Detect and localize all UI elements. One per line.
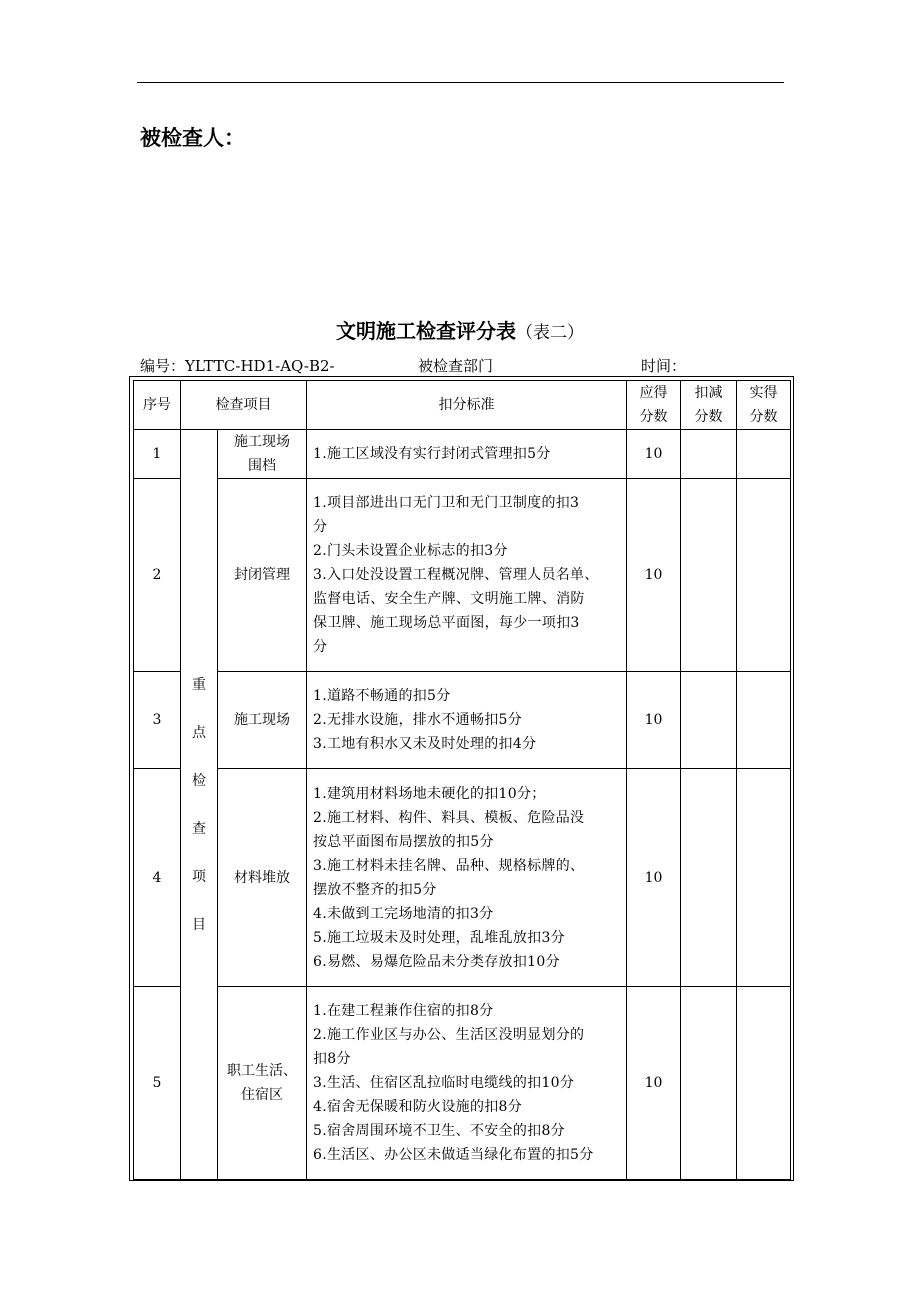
row-actual-cell[interactable]	[737, 479, 791, 672]
row-deduct-cell[interactable]	[681, 672, 737, 769]
row-max-score: 10	[627, 769, 681, 987]
row-seq: 3	[134, 672, 181, 769]
row-actual-cell[interactable]	[737, 430, 791, 479]
row-standard: 1.在建工程兼作住宿的扣8分 2.施工作业区与办公、生活区没明显划分的 扣8分 3.生活、住宿区乱拉临时电缆线的扣10分 4.宿舍无保暖和防火设施的扣8分 5.宿舍周围环境不卫生、不安全的扣8分 6.生活区、办公区未做适当绿化布置的扣5分	[307, 987, 627, 1180]
row-deduct-cell[interactable]	[681, 479, 737, 672]
row-item: 职工生活、 住宿区	[218, 987, 307, 1180]
header-standard: 扣分标准	[307, 381, 627, 430]
row-deduct-cell[interactable]	[681, 769, 737, 987]
table-header-row	[134, 381, 791, 430]
row-standard: 1.道路不畅通的扣5分 2.无排水设施，排水不通畅扣5分 3.工地有积水又未及时处理的扣4分	[307, 672, 627, 769]
row-item: 材料堆放	[218, 769, 307, 987]
row-seq: 5	[134, 987, 181, 1180]
row-item: 施工现场	[218, 672, 307, 769]
score-table	[133, 380, 791, 1180]
header-item: 检查项目	[181, 381, 307, 430]
row-max-score: 10	[627, 430, 681, 479]
table-row	[134, 430, 791, 479]
row-seq: 1	[134, 430, 181, 479]
time-label: 时间：	[641, 357, 687, 375]
row-standard: 1.建筑用材料场地未硬化的扣10分； 2.施工材料、构件、料具、模板、危险品没 按总平面图布局摆放的扣5分 3.施工材料未挂名牌、品种、规格标牌的、 摆放不整齐的扣5分 4.未做到工完场地清的扣3分 5.施工垃圾未及时处理，乱堆乱放扣3分 6.易燃、易爆危险品未分类存放扣10分	[307, 769, 627, 987]
row-actual-cell[interactable]	[737, 987, 791, 1180]
row-seq: 2	[134, 479, 181, 672]
form-title-sub: （表二）	[516, 323, 584, 343]
table-row	[134, 672, 791, 769]
category-cell: 重 点 检 查 项 目	[181, 430, 218, 1180]
row-actual-cell[interactable]	[737, 769, 791, 987]
header-max-score: 应得 分数	[627, 381, 681, 430]
row-deduct-cell[interactable]	[681, 430, 737, 479]
row-max-score: 10	[627, 672, 681, 769]
form-title	[0, 315, 920, 344]
row-item: 施工现场 围档	[218, 430, 307, 479]
row-max-score: 10	[627, 987, 681, 1180]
row-max-score: 10	[627, 479, 681, 672]
form-code: 编号：YLTTC-HD1-AQ-B2-	[140, 357, 335, 375]
table-row	[134, 769, 791, 987]
row-item: 封闭管理	[218, 479, 307, 672]
header-actual: 实得 分数	[737, 381, 791, 430]
row-deduct-cell[interactable]	[681, 987, 737, 1180]
top-rule	[137, 82, 784, 83]
row-seq: 4	[134, 769, 181, 987]
row-actual-cell[interactable]	[737, 672, 791, 769]
header-seq: 序号	[134, 381, 181, 430]
inspected-person-label: 被检查人：	[140, 126, 245, 150]
row-standard: 1.项目部进出口无门卫和无门卫制度的扣3 分 2.门头未设置企业标志的扣3分 3.入口处没设置工程概况牌、管理人员名单、 监督电话、安全生产牌、文明施工牌、消防 保卫牌、施工现场总平面图，每少一项扣3 分	[307, 479, 627, 672]
header-deduct: 扣减 分数	[681, 381, 737, 430]
form-title-main: 文明施工检查评分表	[336, 319, 516, 343]
row-standard: 1.施工区域没有实行封闭式管理扣5分	[307, 430, 627, 479]
table-row	[134, 479, 791, 672]
inspected-dept-label: 被检查部门	[418, 357, 494, 375]
table-row	[134, 987, 791, 1180]
